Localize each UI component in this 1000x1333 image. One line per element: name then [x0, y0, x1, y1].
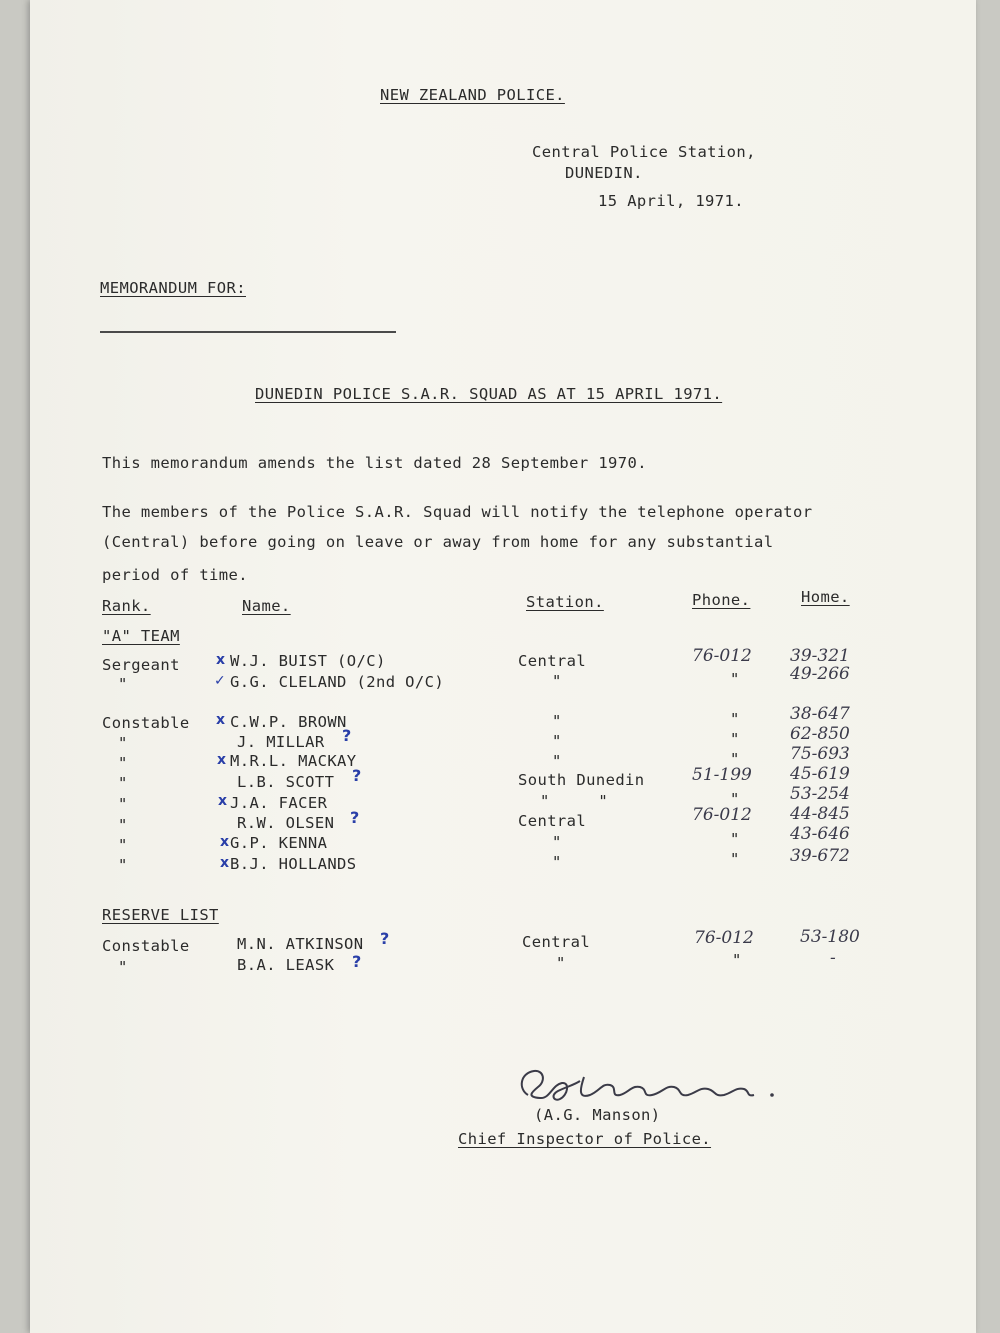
row-station: Central [518, 812, 587, 830]
row-rank: " [118, 675, 128, 693]
row-phone: " [730, 790, 740, 808]
row-name: R.W. OLSEN [237, 814, 335, 832]
question-mark-icon: ? [350, 808, 360, 827]
row-name: C.W.P. BROWN [230, 713, 347, 731]
row-phone: " [730, 830, 740, 848]
row-rank: Sergeant [102, 656, 180, 674]
row-name: G.P. KENNA [230, 834, 328, 852]
row-rank: " [118, 958, 128, 976]
col-name-header: Name. [242, 597, 291, 615]
row-phone: 76-012 [694, 928, 754, 948]
row-station: Central [522, 933, 591, 951]
col-home-header: Home. [801, 588, 850, 606]
notify-paragraph-line-2: (Central) before going on leave or away from home for any substantial [102, 533, 774, 551]
col-station-header: Station. [526, 593, 604, 611]
row-rank: " [118, 836, 128, 854]
row-name: J. MILLAR [237, 733, 325, 751]
question-mark-icon: ? [380, 929, 390, 948]
row-home: 39-321 [790, 646, 850, 666]
row-home: 45-619 [790, 764, 850, 784]
row-rank: " [118, 754, 128, 772]
amend-paragraph: This memorandum amends the list dated 28 September 1970. [102, 454, 647, 472]
row-station: South Dunedin [518, 771, 645, 789]
row-home: 53-180 [800, 927, 860, 947]
signatory-title: Chief Inspector of Police. [458, 1130, 712, 1148]
row-station: " [552, 712, 562, 730]
row-phone: 76-012 [692, 805, 752, 825]
row-home: 43-646 [790, 824, 850, 844]
question-mark-icon: ? [352, 766, 362, 785]
row-phone: " [730, 670, 740, 688]
row-phone: " [730, 850, 740, 868]
cross-mark-icon: x [220, 855, 230, 871]
row-station: " [552, 853, 562, 871]
cross-mark-icon: x [220, 834, 230, 850]
signatory-name: (A.G. Manson) [534, 1106, 661, 1124]
cross-mark-icon: x [217, 752, 227, 768]
org-heading: NEW ZEALAND POLICE. [380, 86, 565, 104]
col-phone-header: Phone. [692, 591, 751, 609]
row-home: - [830, 948, 836, 968]
row-home: 75-693 [790, 744, 850, 764]
row-name: B.A. LEASK [237, 956, 335, 974]
memo-page [30, 0, 976, 1333]
row-phone: " [730, 710, 740, 728]
city-line: DUNEDIN. [565, 164, 643, 182]
row-phone: " [730, 750, 740, 768]
question-mark-icon: ? [342, 726, 352, 745]
station-line: Central Police Station, [532, 143, 756, 161]
row-home: 38-647 [790, 704, 850, 724]
row-name: G.G. CLELAND (2nd O/C) [230, 673, 445, 691]
row-home: 44-845 [790, 804, 850, 824]
row-rank: " [118, 734, 128, 752]
memo-subject: DUNEDIN POLICE S.A.R. SQUAD AS AT 15 APRIL 1971. [255, 385, 723, 403]
col-rank-header: Rank. [102, 597, 151, 615]
row-phone: " [732, 951, 742, 969]
row-home: 49-266 [790, 664, 850, 684]
row-home: 62-850 [790, 724, 850, 744]
question-mark-icon: ? [352, 952, 362, 971]
row-station: " [552, 833, 562, 851]
row-name: M.R.L. MACKAY [230, 752, 357, 770]
row-station: " [552, 752, 562, 770]
row-rank: " [118, 816, 128, 834]
row-phone: 51-199 [692, 765, 752, 785]
tick-mark-icon: ✓ [214, 673, 226, 689]
row-name: J.A. FACER [230, 794, 328, 812]
row-name: M.N. ATKINSON [237, 935, 364, 953]
row-name: L.B. SCOTT [237, 773, 335, 791]
row-station: Central [518, 652, 587, 670]
row-home: 53-254 [790, 784, 850, 804]
reserve-list-label: RESERVE LIST [102, 906, 219, 924]
row-phone: " [730, 730, 740, 748]
addressee-line [100, 331, 396, 333]
row-phone: 76-012 [692, 646, 752, 666]
notify-paragraph-line-1: The members of the Police S.A.R. Squad will notify the telephone operator [102, 503, 813, 521]
row-rank: Constable [102, 714, 190, 732]
row-rank: " [118, 856, 128, 874]
row-rank: Constable [102, 937, 190, 955]
row-station: " [556, 954, 566, 972]
cross-mark-icon: x [218, 793, 228, 809]
row-name: W.J. BUIST (O/C) [230, 652, 386, 670]
cross-mark-icon: x [216, 652, 226, 668]
row-name: B.J. HOLLANDS [230, 855, 357, 873]
row-home: 39-672 [790, 846, 850, 866]
row-rank: " [118, 795, 128, 813]
cross-mark-icon: x [216, 712, 226, 728]
row-station: " [552, 732, 562, 750]
team-a-label: "A" TEAM [102, 627, 180, 645]
memo-date: 15 April, 1971. [598, 192, 744, 210]
row-station: " " [540, 792, 609, 810]
row-station: " [552, 672, 562, 690]
row-rank: " [118, 774, 128, 792]
memo-for-label: MEMORANDUM FOR: [100, 279, 246, 297]
notify-paragraph-line-3: period of time. [102, 566, 248, 584]
